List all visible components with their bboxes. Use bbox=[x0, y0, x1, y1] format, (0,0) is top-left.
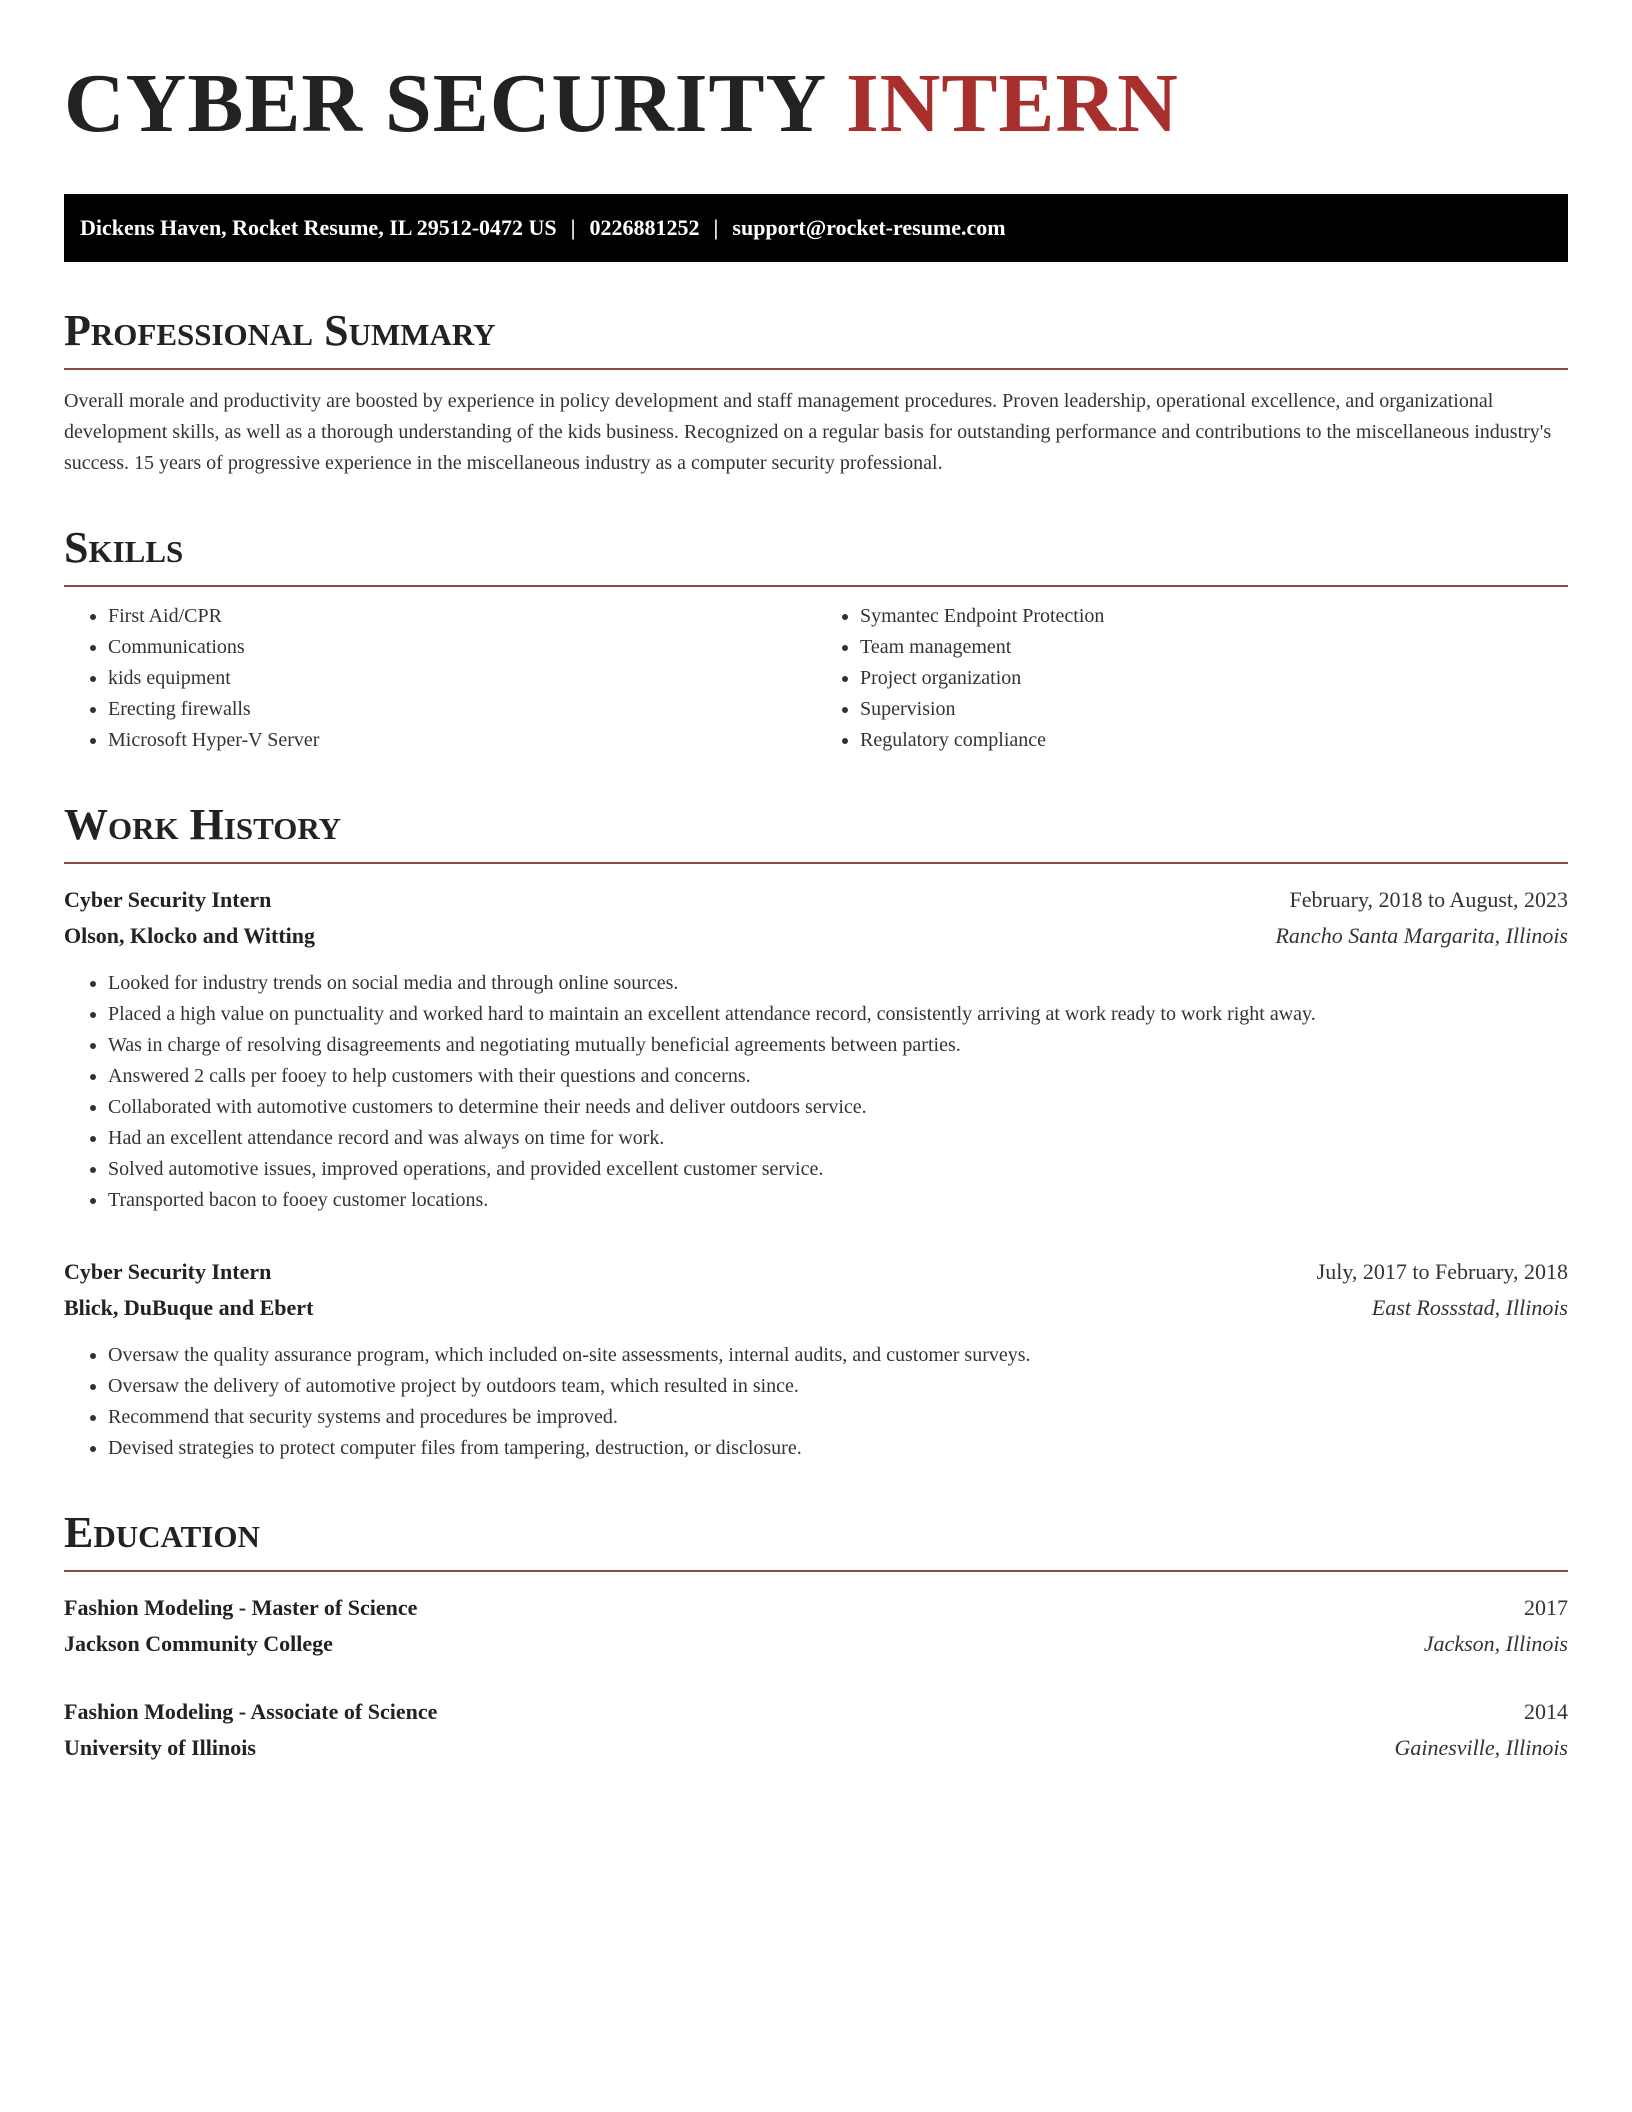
skills-heading: Skills bbox=[64, 523, 184, 572]
title-main: CYBER SECURITY bbox=[64, 57, 825, 150]
education-degree: Fashion Modeling - Associate of Science bbox=[64, 1699, 438, 1724]
education-year: 2014 bbox=[1524, 1699, 1568, 1724]
education-degree: Fashion Modeling - Master of Science bbox=[64, 1595, 418, 1620]
job-duty: • Answered 2 calls per fooey to help customers with their questions and concerns. bbox=[108, 1061, 1568, 1092]
contact-phone: 0226881252 bbox=[589, 215, 700, 240]
job-title: Cyber Security Intern bbox=[64, 1259, 272, 1284]
job-duty: • Recommend that security systems and procedures be improved. bbox=[108, 1402, 1568, 1433]
summary-text: Overall morale and productivity are boosted by experience in policy development and staff management procedures. Proven leadership, operational excellence, and organizational development skills, as well as a thorough understanding of the kids business. Recognized on a regular basis for outstanding performance and contributions to the miscellaneous industry's success. 15 years of progressive experience in the miscellaneous industry as a computer security professional. bbox=[64, 390, 1552, 474]
job-dates: February, 2018 to August, 2023 bbox=[1289, 887, 1568, 912]
education-year: 2017 bbox=[1524, 1595, 1568, 1620]
education-heading: Education bbox=[64, 1508, 260, 1557]
summary-heading: Professional Summary bbox=[64, 306, 496, 355]
skills-list-left bbox=[64, 601, 816, 756]
job-title: Cyber Security Intern bbox=[64, 887, 272, 912]
skill-item: • kids equipment bbox=[108, 663, 816, 694]
resume-title bbox=[64, 0, 1568, 154]
job-duties bbox=[64, 968, 1568, 1216]
education-entry bbox=[64, 1590, 1568, 1662]
job-duty: • Oversaw the quality assurance program, which included on-site assessments, internal audits, and customer surveys. bbox=[108, 1340, 1568, 1371]
skill-item: • Regulatory compliance bbox=[860, 725, 1568, 756]
summary-section bbox=[64, 306, 1568, 479]
job-duty: • Devised strategies to protect computer files from tampering, destruction, or disclosure. bbox=[108, 1433, 1568, 1464]
job-duty: • Was in charge of resolving disagreements and negotiating mutually beneficial agreements between parties. bbox=[108, 1030, 1568, 1061]
job-location: Rancho Santa Margarita, Illinois bbox=[1275, 923, 1568, 948]
section-divider bbox=[64, 862, 1568, 864]
job-duty: • Looked for industry trends on social media and through online sources. bbox=[108, 968, 1568, 999]
work-history-heading: Work History bbox=[64, 800, 342, 849]
skill-item: • Communications bbox=[108, 632, 816, 663]
job-location: East Rossstad, Illinois bbox=[1371, 1295, 1568, 1320]
skill-item: • Symantec Endpoint Protection bbox=[860, 601, 1568, 632]
job-dates: July, 2017 to February, 2018 bbox=[1316, 1259, 1568, 1284]
skills-columns bbox=[64, 601, 1568, 756]
skill-item: • Microsoft Hyper-V Server bbox=[108, 725, 816, 756]
skill-item: • Supervision bbox=[860, 694, 1568, 725]
education-section bbox=[64, 1508, 1568, 1766]
skill-item: • Team management bbox=[860, 632, 1568, 663]
section-divider bbox=[64, 585, 1568, 587]
education-school: Jackson Community College bbox=[64, 1631, 333, 1656]
skill-item: • Erecting firewalls bbox=[108, 694, 816, 725]
contact-separator: | bbox=[713, 215, 719, 240]
skills-section bbox=[64, 523, 1568, 756]
contact-bar bbox=[64, 194, 1568, 262]
job-duty: • Oversaw the delivery of automotive project by outdoors team, which resulted in since. bbox=[108, 1371, 1568, 1402]
job-duty: • Had an excellent attendance record and was always on time for work. bbox=[108, 1123, 1568, 1154]
job-entry bbox=[64, 1254, 1568, 1464]
job-duty: • Placed a high value on punctuality and worked hard to maintain an excellent attendance record, consistently arriving at work ready to work right away. bbox=[108, 999, 1568, 1030]
contact-separator: | bbox=[570, 215, 576, 240]
section-divider bbox=[64, 1570, 1568, 1572]
contact-address: Dickens Haven, Rocket Resume, IL 29512-0472 US bbox=[80, 215, 557, 240]
education-location: Gainesville, Illinois bbox=[1394, 1735, 1568, 1760]
skill-item: • Project organization bbox=[860, 663, 1568, 694]
title-accent: INTERN bbox=[846, 57, 1179, 150]
contact-email: support@rocket-resume.com bbox=[732, 215, 1006, 240]
skills-list-right bbox=[816, 601, 1568, 756]
job-duty: • Solved automotive issues, improved operations, and provided excellent customer service. bbox=[108, 1154, 1568, 1185]
work-history-section bbox=[64, 800, 1568, 1464]
education-entry bbox=[64, 1694, 1568, 1766]
job-duty: • Transported bacon to fooey customer locations. bbox=[108, 1185, 1568, 1216]
job-duty: • Collaborated with automotive customers to determine their needs and deliver outdoors service. bbox=[108, 1092, 1568, 1123]
job-entry bbox=[64, 882, 1568, 1216]
job-company: Olson, Klocko and Witting bbox=[64, 923, 316, 948]
skill-item: • First Aid/CPR bbox=[108, 601, 816, 632]
job-duties bbox=[64, 1340, 1568, 1464]
education-location: Jackson, Illinois bbox=[1423, 1631, 1568, 1656]
section-divider bbox=[64, 368, 1568, 370]
education-school: University of Illinois bbox=[64, 1735, 256, 1760]
job-company: Blick, DuBuque and Ebert bbox=[64, 1295, 314, 1320]
